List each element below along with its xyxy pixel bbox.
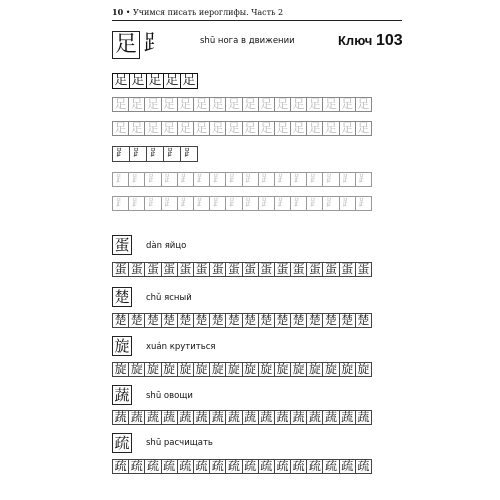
practice-cell[interactable]: 足 xyxy=(258,121,275,136)
practice-cell[interactable]: 疏 xyxy=(355,459,372,474)
practice-cell[interactable]: 楚 xyxy=(339,313,356,328)
practice-cell[interactable]: 疏 xyxy=(339,459,356,474)
vocab-practice-row xyxy=(112,313,371,328)
practice-cell[interactable]: 足 xyxy=(290,121,307,136)
practice-cell[interactable]: 蛋 xyxy=(193,262,210,277)
practice-cell[interactable]: ⻊ xyxy=(144,196,161,211)
practice-cell[interactable]: 蔬 xyxy=(161,410,178,425)
practice-cell[interactable]: 疏 xyxy=(128,459,145,474)
practice-cell[interactable]: 足 xyxy=(112,73,130,89)
practice-cell[interactable]: 蔬 xyxy=(209,410,226,425)
practice-cell[interactable]: ⻊ xyxy=(177,172,194,187)
practice-cell[interactable]: 足 xyxy=(128,97,145,112)
practice-cell[interactable]: 楚 xyxy=(290,313,307,328)
radical-character: 足 xyxy=(112,31,140,59)
practice-cell[interactable]: 蛋 xyxy=(322,262,339,277)
practice-cell[interactable]: 蔬 xyxy=(339,410,356,425)
practice-cell[interactable]: ⻊ xyxy=(128,172,145,187)
practice-cell[interactable]: 疏 xyxy=(209,459,226,474)
practice-cell[interactable]: ⻊ xyxy=(339,172,356,187)
practice-cell[interactable]: 蛋 xyxy=(209,262,226,277)
practice-cell[interactable]: 蔬 xyxy=(225,410,242,425)
practice-cell[interactable]: 蛋 xyxy=(339,262,356,277)
practice-cell[interactable]: ⻊ xyxy=(144,172,161,187)
practice-cell[interactable]: 足 xyxy=(146,73,164,89)
practice-cell[interactable]: 足 xyxy=(209,97,226,112)
practice-cell[interactable]: 蔬 xyxy=(193,410,210,425)
practice-cell[interactable]: ⻊ xyxy=(225,172,242,187)
radical-practice-row xyxy=(112,172,371,187)
practice-cell[interactable]: 蛋 xyxy=(242,262,259,277)
practice-cell[interactable]: 蛋 xyxy=(290,262,307,277)
practice-cell[interactable]: 足 xyxy=(355,121,372,136)
practice-cell[interactable]: 足 xyxy=(242,121,259,136)
practice-cell[interactable]: 楚 xyxy=(225,313,242,328)
radical-meaning: shū нога в движении xyxy=(200,36,295,46)
practice-cell[interactable]: 蔬 xyxy=(112,410,129,425)
practice-cell[interactable]: 足 xyxy=(306,121,323,136)
practice-cell[interactable]: ⻊ xyxy=(355,172,372,187)
practice-cell[interactable]: 疏 xyxy=(161,459,178,474)
radical-practice-row xyxy=(112,196,371,211)
practice-cell[interactable]: 旋 xyxy=(306,362,323,377)
practice-cell[interactable]: ⻊ xyxy=(112,196,129,211)
header-divider xyxy=(112,20,402,21)
practice-cell[interactable]: 足 xyxy=(209,121,226,136)
vocab-definition: dàn яйцо xyxy=(146,241,187,251)
practice-cell[interactable]: ⻊ xyxy=(225,196,242,211)
radical-practice-row xyxy=(112,97,371,112)
practice-cell[interactable]: 旋 xyxy=(225,362,242,377)
book-title: Учимся писать иероглифы. Часть 2 xyxy=(132,8,284,17)
practice-cell[interactable]: 疏 xyxy=(193,459,210,474)
practice-cell[interactable]: 足 xyxy=(274,97,291,112)
practice-cell[interactable]: ⻊ xyxy=(177,196,194,211)
practice-cell[interactable]: ⻊ xyxy=(258,196,275,211)
practice-cell[interactable]: ⻊ xyxy=(322,172,339,187)
practice-cell[interactable]: 蛋 xyxy=(258,262,275,277)
practice-cell[interactable]: 疏 xyxy=(258,459,275,474)
practice-cell[interactable]: ⻊ xyxy=(209,172,226,187)
practice-cell[interactable]: 楚 xyxy=(258,313,275,328)
practice-cell[interactable]: 疏 xyxy=(112,459,129,474)
radical-key-label xyxy=(338,32,403,50)
radical-practice-row xyxy=(112,73,197,89)
practice-cell[interactable]: 蔬 xyxy=(322,410,339,425)
practice-cell[interactable]: ⻊ xyxy=(180,146,198,162)
practice-cell[interactable]: 楚 xyxy=(161,313,178,328)
practice-cell[interactable]: ⻊ xyxy=(161,172,178,187)
practice-cell[interactable]: 蔬 xyxy=(274,410,291,425)
practice-cell[interactable]: ⻊ xyxy=(306,196,323,211)
key-word: Ключ xyxy=(338,33,373,48)
practice-cell[interactable]: ⻊ xyxy=(242,196,259,211)
vocab-character: 疏 xyxy=(112,433,132,453)
practice-cell[interactable]: 旋 xyxy=(193,362,210,377)
vocab-practice-row xyxy=(112,362,371,377)
practice-cell[interactable]: 蛋 xyxy=(128,262,145,277)
practice-cell[interactable]: ⻊ xyxy=(242,172,259,187)
practice-cell[interactable]: ⻊ xyxy=(193,196,210,211)
practice-cell[interactable]: 蔬 xyxy=(306,410,323,425)
radical-practice-row xyxy=(112,146,197,162)
practice-cell[interactable]: 疏 xyxy=(290,459,307,474)
practice-cell[interactable]: 旋 xyxy=(112,362,129,377)
practice-cell[interactable]: ⻊ xyxy=(161,196,178,211)
practice-cell[interactable]: 旋 xyxy=(355,362,372,377)
practice-cell[interactable]: 足 xyxy=(242,97,259,112)
practice-cell[interactable]: 楚 xyxy=(242,313,259,328)
practice-cell[interactable]: 蔬 xyxy=(258,410,275,425)
vocab-definition: chǔ ясный xyxy=(146,293,192,303)
practice-cell[interactable]: ⻊ xyxy=(290,172,307,187)
practice-cell[interactable]: 疏 xyxy=(274,459,291,474)
practice-cell[interactable]: ⻊ xyxy=(306,172,323,187)
practice-cell[interactable]: 蔬 xyxy=(355,410,372,425)
practice-cell[interactable]: 旋 xyxy=(258,362,275,377)
vocab-character: 楚 xyxy=(112,287,132,307)
vocab-definition: shū расчищать xyxy=(146,438,213,448)
practice-cell[interactable]: 楚 xyxy=(274,313,291,328)
vocab-definition: xuán крутиться xyxy=(146,342,216,352)
practice-cell[interactable]: 足 xyxy=(177,121,194,136)
practice-cell[interactable]: 足 xyxy=(128,121,145,136)
practice-cell[interactable]: 足 xyxy=(144,121,161,136)
practice-cell[interactable]: 旋 xyxy=(209,362,226,377)
radical-variant: ⻊ xyxy=(142,31,165,56)
practice-cell[interactable]: 足 xyxy=(225,121,242,136)
practice-cell[interactable]: 疏 xyxy=(144,459,161,474)
practice-cell[interactable]: 蛋 xyxy=(112,262,129,277)
practice-cell[interactable]: 足 xyxy=(339,121,356,136)
practice-cell[interactable]: ⻊ xyxy=(209,196,226,211)
practice-cell[interactable]: ⻊ xyxy=(112,146,130,162)
vocab-character: 旋 xyxy=(112,336,132,356)
practice-cell[interactable]: 蔬 xyxy=(144,410,161,425)
practice-cell[interactable]: 蛋 xyxy=(274,262,291,277)
practice-cell[interactable]: ⻊ xyxy=(274,196,291,211)
practice-cell[interactable]: 楚 xyxy=(112,313,129,328)
practice-cell[interactable]: 楚 xyxy=(177,313,194,328)
practice-cell[interactable]: 旋 xyxy=(177,362,194,377)
vocab-definition: shū овощи xyxy=(146,391,193,401)
vocab-character: 蛋 xyxy=(112,235,132,255)
practice-cell[interactable]: 楚 xyxy=(306,313,323,328)
practice-cell[interactable]: 足 xyxy=(161,97,178,112)
practice-cell[interactable]: 旋 xyxy=(161,362,178,377)
practice-cell[interactable]: 疏 xyxy=(242,459,259,474)
practice-cell[interactable]: ⻊ xyxy=(146,146,164,162)
practice-cell[interactable]: 足 xyxy=(112,97,129,112)
practice-cell[interactable]: ⻊ xyxy=(193,172,210,187)
vocab-practice-row xyxy=(112,410,371,425)
practice-cell[interactable]: ⻊ xyxy=(274,172,291,187)
practice-cell[interactable]: 蛋 xyxy=(177,262,194,277)
vocab-practice-row xyxy=(112,459,371,474)
practice-cell[interactable]: 楚 xyxy=(128,313,145,328)
practice-cell[interactable]: 足 xyxy=(177,97,194,112)
radical-practice-row xyxy=(112,121,371,136)
practice-cell[interactable]: 足 xyxy=(322,121,339,136)
vocab-character: 蔬 xyxy=(112,385,132,405)
practice-cell[interactable]: 足 xyxy=(258,97,275,112)
practice-cell[interactable]: 楚 xyxy=(144,313,161,328)
practice-cell[interactable]: ⻊ xyxy=(258,172,275,187)
practice-cell[interactable]: 旋 xyxy=(322,362,339,377)
practice-cell[interactable]: 蔬 xyxy=(242,410,259,425)
practice-cell[interactable]: 旋 xyxy=(128,362,145,377)
practice-cell[interactable]: 蛋 xyxy=(161,262,178,277)
practice-cell[interactable]: ⻊ xyxy=(128,196,145,211)
practice-cell[interactable]: 旋 xyxy=(290,362,307,377)
practice-cell[interactable]: 蔬 xyxy=(177,410,194,425)
practice-cell[interactable]: 疏 xyxy=(322,459,339,474)
practice-cell[interactable]: 足 xyxy=(144,97,161,112)
practice-cell[interactable]: 足 xyxy=(163,73,181,89)
practice-cell[interactable]: 足 xyxy=(322,97,339,112)
practice-cell[interactable]: 足 xyxy=(274,121,291,136)
practice-cell[interactable]: ⻊ xyxy=(163,146,181,162)
practice-cell[interactable]: 疏 xyxy=(177,459,194,474)
page-number: 10 xyxy=(112,7,124,17)
practice-cell[interactable]: 旋 xyxy=(144,362,161,377)
practice-cell[interactable]: 楚 xyxy=(322,313,339,328)
practice-cell[interactable]: ⻊ xyxy=(355,196,372,211)
practice-cell[interactable]: 旋 xyxy=(339,362,356,377)
practice-cell[interactable]: 蔬 xyxy=(128,410,145,425)
practice-cell[interactable]: 足 xyxy=(112,121,129,136)
header-bullet: • xyxy=(125,8,131,17)
practice-cell[interactable]: 足 xyxy=(161,121,178,136)
practice-cell[interactable]: 疏 xyxy=(306,459,323,474)
practice-cell[interactable]: 足 xyxy=(225,97,242,112)
practice-cell[interactable]: 疏 xyxy=(225,459,242,474)
practice-cell[interactable]: 足 xyxy=(355,97,372,112)
practice-cell[interactable]: 足 xyxy=(193,97,210,112)
practice-cell[interactable]: 足 xyxy=(180,73,198,89)
page-header xyxy=(112,4,402,20)
practice-cell[interactable]: 蔬 xyxy=(290,410,307,425)
practice-cell[interactable]: 足 xyxy=(193,121,210,136)
practice-cell[interactable]: 蛋 xyxy=(144,262,161,277)
practice-cell[interactable]: 蛋 xyxy=(306,262,323,277)
practice-cell[interactable]: 足 xyxy=(129,73,147,89)
practice-cell[interactable]: ⻊ xyxy=(339,196,356,211)
practice-cell[interactable]: 楚 xyxy=(193,313,210,328)
practice-cell[interactable]: ⻊ xyxy=(112,172,129,187)
practice-cell[interactable]: 足 xyxy=(306,97,323,112)
practice-cell[interactable]: 楚 xyxy=(355,313,372,328)
practice-cell[interactable]: 旋 xyxy=(274,362,291,377)
vocab-practice-row xyxy=(112,262,371,277)
practice-cell[interactable]: 足 xyxy=(339,97,356,112)
practice-cell[interactable]: ⻊ xyxy=(129,146,147,162)
practice-cell[interactable]: ⻊ xyxy=(322,196,339,211)
practice-cell[interactable]: 楚 xyxy=(209,313,226,328)
practice-cell[interactable]: 蛋 xyxy=(225,262,242,277)
key-number: 103 xyxy=(375,32,403,49)
practice-cell[interactable]: 足 xyxy=(290,97,307,112)
practice-cell[interactable]: ⻊ xyxy=(290,196,307,211)
practice-cell[interactable]: 旋 xyxy=(242,362,259,377)
practice-cell[interactable]: 蛋 xyxy=(355,262,372,277)
